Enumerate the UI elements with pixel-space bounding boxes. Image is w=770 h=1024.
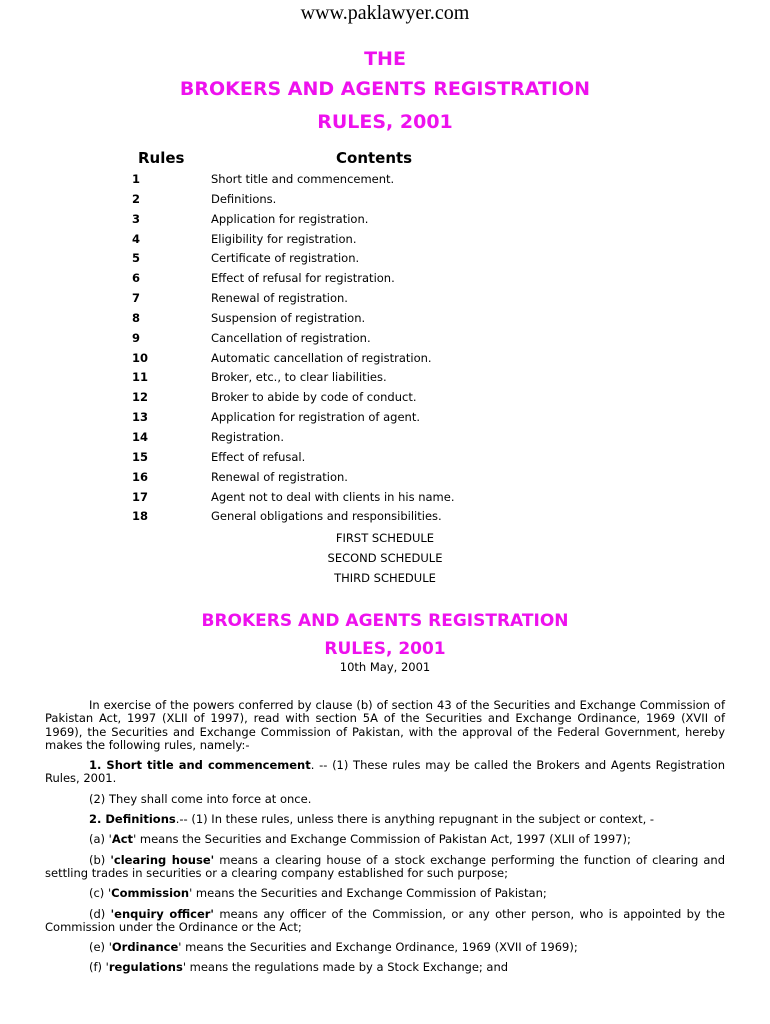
section-heading-line2: RULES, 2001 <box>324 639 446 659</box>
rule-2-text: .-- (1) In these rules, unless there is anything repugnant in the subject or context, - <box>175 812 655 827</box>
def-text: means any officer of the Commission, or any other person, who is appointed by the Commission under the Ordinance or the Act; <box>45 906 725 934</box>
toc-row <box>0 251 770 271</box>
schedule-second: SECOND SCHEDULE <box>327 551 443 565</box>
def-term: regulations <box>108 960 183 975</box>
toc-row <box>0 212 770 232</box>
toc-title: General obligations and responsibilities. <box>211 509 442 524</box>
definition-d <box>45 908 725 935</box>
toc-title: Registration. <box>211 429 285 444</box>
toc-number: 13 <box>132 410 149 425</box>
def-prefix: (d) <box>89 906 111 921</box>
toc-contents-header: Contents <box>336 149 413 167</box>
toc-number: 7 <box>132 291 141 306</box>
def-term: Act <box>111 832 134 847</box>
toc-row <box>0 271 770 291</box>
toc-number: 6 <box>132 271 141 286</box>
toc-title: Broker to abide by code of conduct. <box>211 390 417 405</box>
def-term: Ordinance <box>111 940 179 955</box>
toc-row <box>0 232 770 252</box>
toc-number: 15 <box>132 449 149 464</box>
def-term: 'enquiry officer' <box>110 906 214 921</box>
toc-number: 14 <box>132 429 149 444</box>
toc-number: 10 <box>132 350 149 365</box>
def-prefix: (f) ' <box>89 960 109 975</box>
toc-number: 1 <box>132 172 141 186</box>
definition-c <box>45 887 725 900</box>
rule-1-text: . -- (1) These rules may be called the Brokers and Agents Registration Rules, 2001. <box>45 758 725 786</box>
toc-row <box>0 311 770 331</box>
definition-b <box>45 854 725 881</box>
section-heading-line1: BROKERS AND AGENTS REGISTRATION <box>201 611 569 631</box>
toc-row <box>0 430 770 450</box>
date-line: 10th May, 2001 <box>339 660 431 674</box>
def-prefix: (e) ' <box>89 940 112 955</box>
toc-title: Renewal of registration. <box>211 291 348 306</box>
toc-title: Application for registration. <box>211 211 369 226</box>
toc-title: Definitions. <box>211 191 277 206</box>
toc-title: Automatic cancellation of registration. <box>211 350 432 365</box>
def-term: 'clearing house' <box>110 852 215 867</box>
toc-title: Broker, etc., to clear liabilities. <box>211 370 387 385</box>
toc-number: 16 <box>132 469 149 484</box>
def-prefix: (a) ' <box>89 832 112 847</box>
table-of-contents <box>0 172 770 529</box>
rule-2 <box>45 813 725 826</box>
schedule-third: THIRD SCHEDULE <box>334 571 436 585</box>
schedule-first: FIRST SCHEDULE <box>335 531 435 545</box>
def-term: Commission <box>111 886 190 901</box>
toc-title: Cancellation of registration. <box>211 330 371 345</box>
document-body <box>45 699 725 982</box>
toc-row <box>0 172 770 192</box>
toc-row <box>0 490 770 510</box>
definition-a <box>45 833 725 846</box>
toc-row <box>0 509 770 529</box>
definition-f <box>45 961 725 974</box>
toc-title: Renewal of registration. <box>211 469 348 484</box>
toc-row <box>0 390 770 410</box>
preamble: In exercise of the powers conferred by clause (b) of section 43 of the Securities and Exchange Commission of Pakistan Act, 1997 (XLII of 1997), read with section 5A of the Securities and Exchange Ordinance, 1969 (XVII of 1969), the Securities and Exchange Commission of Pakistan, with the approval of the Federal Government, hereby makes the following rules, namely:- <box>45 698 725 752</box>
def-text: ' means the Securities and Exchange Commission of Pakistan Act, 1997 (XLII of 1997); <box>133 832 631 847</box>
def-text: means a clearing house of a stock exchange performing the function of clearing and settling trades in securities or a clearing company established for such purpose; <box>45 852 725 880</box>
toc-number: 8 <box>132 310 141 325</box>
toc-row <box>0 450 770 470</box>
def-prefix: (c) ' <box>89 886 112 901</box>
def-text: ' means the Securities and Exchange Ordinance, 1969 (XVII of 1969); <box>178 940 578 955</box>
site-header: www.paklawyer.com <box>300 2 470 24</box>
toc-title: Application for registration of agent. <box>211 410 420 425</box>
toc-number: 4 <box>132 231 141 246</box>
rule-2-heading: 2. Definitions <box>89 812 176 827</box>
toc-title: Effect of refusal for registration. <box>211 271 395 286</box>
toc-number: 9 <box>132 330 141 345</box>
toc-number: 12 <box>132 390 149 405</box>
toc-number: 18 <box>132 509 149 524</box>
def-text: ' means the Securities and Exchange Commission of Pakistan; <box>189 886 547 901</box>
definition-e <box>45 941 725 954</box>
toc-number: 2 <box>132 191 141 206</box>
rule-1-sub-2: (2) They shall come into force at once. <box>89 791 312 806</box>
toc-row <box>0 351 770 371</box>
toc-row <box>0 410 770 430</box>
toc-title: Suspension of registration. <box>211 310 366 325</box>
rule-1 <box>45 759 725 786</box>
toc-row <box>0 470 770 490</box>
doc-title-line2: BROKERS AND AGENTS REGISTRATION <box>179 78 591 100</box>
toc-title: Effect of refusal. <box>211 449 306 464</box>
toc-title: Short title and commencement. <box>211 172 395 186</box>
toc-number: 11 <box>132 370 149 385</box>
def-text: ' means the regulations made by a Stock Exchange; and <box>182 960 509 975</box>
doc-title-line3: RULES, 2001 <box>317 111 453 133</box>
toc-title: Eligibility for registration. <box>211 231 357 246</box>
toc-row <box>0 370 770 390</box>
rule-1-heading: 1. Short title and commencement <box>89 758 311 773</box>
toc-number: 5 <box>132 251 141 266</box>
toc-title: Agent not to deal with clients in his name. <box>211 489 455 504</box>
toc-row <box>0 291 770 311</box>
toc-rules-header: Rules <box>138 149 185 167</box>
toc-title: Certificate of registration. <box>211 251 360 266</box>
toc-number: 17 <box>132 489 149 504</box>
toc-row <box>0 331 770 351</box>
toc-row <box>0 192 770 212</box>
def-prefix: (b) <box>89 852 111 867</box>
toc-number: 3 <box>132 211 141 226</box>
doc-title-line1: THE <box>364 48 406 70</box>
